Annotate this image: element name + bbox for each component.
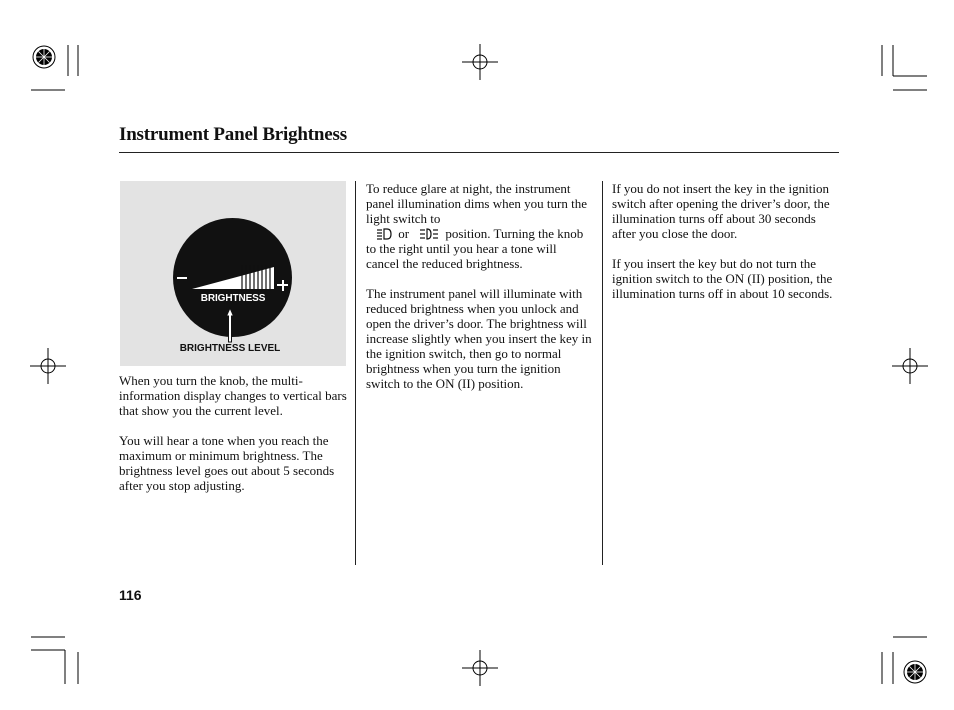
paragraph: You will hear a tone when you reach the maximum or minimum brightness. The brightness level goes out about 5 seconds after you stop adjusting. xyxy=(119,433,335,493)
paragraph: When you turn the knob, the multi-information display changes to vertical bars that show you the current level. xyxy=(119,373,347,418)
column-3 xyxy=(612,181,838,316)
paragraph: The instrument panel will illuminate with reduced brightness when you unlock and open the driver’s door. The brightness will increase slightly when you insert the key in the ignition switch, then go to normal brightness when you turn the ignition switch to the ON (II) position. xyxy=(366,286,592,391)
column-divider xyxy=(602,181,603,565)
page-number: 116 xyxy=(119,587,142,603)
text-span: position. Turning the knob to the right until you hear a tone will cancel the reduced brightness. xyxy=(366,226,584,271)
headlight-icon xyxy=(419,228,439,240)
column-divider xyxy=(355,181,356,565)
page-title: Instrument Panel Brightness xyxy=(119,124,347,145)
brightness-figure xyxy=(120,181,346,366)
paragraph xyxy=(366,181,592,271)
brightness-level-bars-icon xyxy=(192,265,276,291)
column-2 xyxy=(366,181,592,406)
paragraph: If you insert the key but do not turn the ignition switch to the ON (II) position, the illumination turns off in about 10 seconds. xyxy=(612,256,833,301)
brightness-level-label: BRIGHTNESS LEVEL xyxy=(179,343,281,354)
column-1 xyxy=(119,373,347,508)
paragraph: If you do not insert the key in the ignition switch after opening the driver’s door, the illumination turns off about 30 seconds after you close the door. xyxy=(612,181,830,241)
text-or: or xyxy=(398,226,410,241)
text-span: To reduce glare at night, the instrument panel illumination dims when you turn the light switch to xyxy=(366,181,587,226)
pointer-arrow-icon xyxy=(225,307,235,343)
knob-label: BRIGHTNESS xyxy=(200,293,266,304)
title-rule xyxy=(119,152,839,153)
minus-icon xyxy=(177,277,187,279)
plus-icon-vertical xyxy=(282,280,284,291)
parking-lights-icon xyxy=(376,228,392,240)
